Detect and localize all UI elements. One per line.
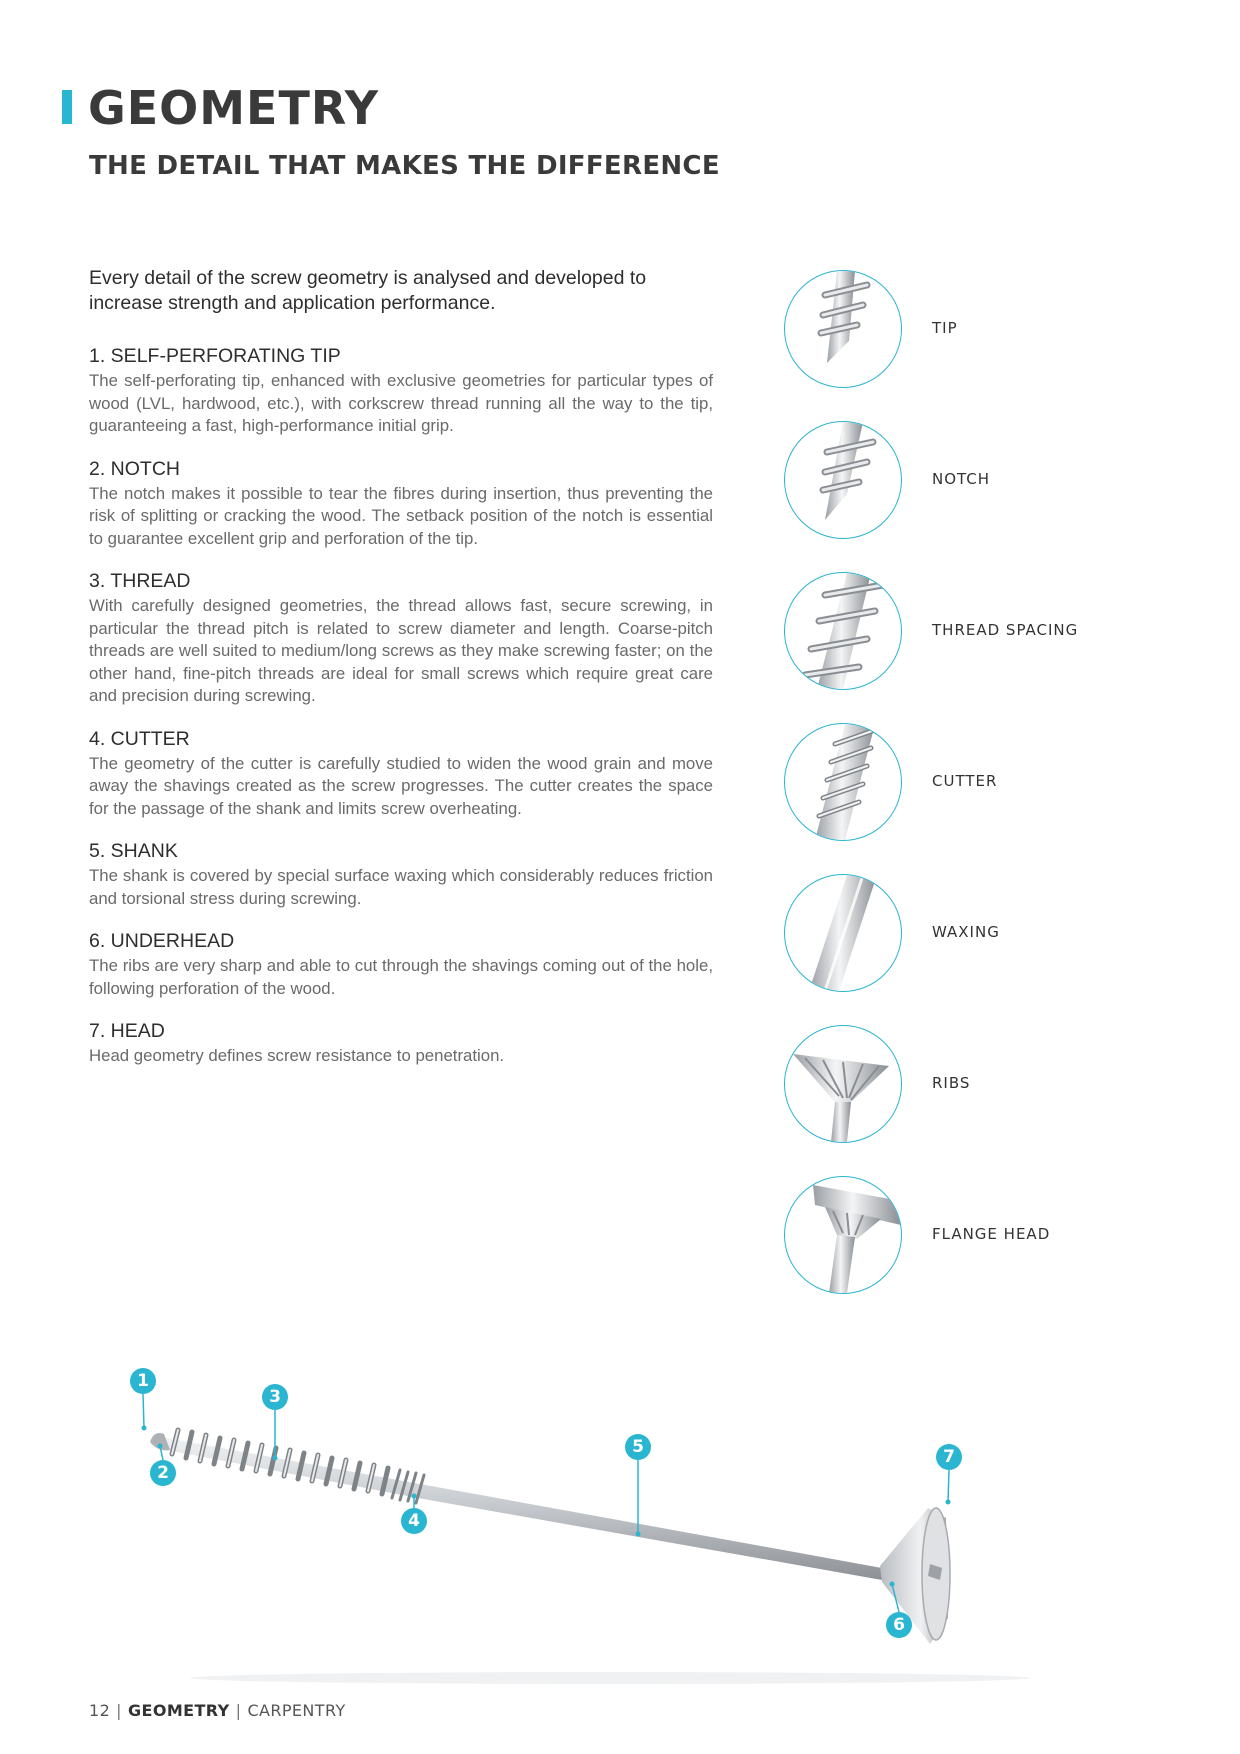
- page-number: 12: [89, 1701, 111, 1720]
- marker-2: 2: [150, 1460, 176, 1486]
- detail-tip: [784, 270, 1124, 392]
- marker-7: 7: [936, 1444, 962, 1470]
- detail-thread-spacing: [784, 572, 1124, 694]
- section-heading: 7. HEAD: [89, 1020, 165, 1042]
- page-footer: [89, 1701, 346, 1720]
- detail-label: TIP: [932, 319, 958, 337]
- flange-head-icon: [784, 1176, 902, 1294]
- detail-label: FLANGE HEAD: [932, 1225, 1051, 1243]
- screw-tip-icon: [784, 270, 902, 388]
- section-body: The shank is covered by special surface waxing which considerably reduces friction and torsional stress during screwing.: [89, 866, 713, 908]
- section-heading: 4. CUTTER: [89, 727, 190, 750]
- shank-waxing-icon: [784, 874, 902, 992]
- detail-notch: [784, 421, 1124, 543]
- detail-waxing: [784, 874, 1124, 996]
- section-body: The geometry of the cutter is carefully studied to widen the wood grain and move away the shavings created as the screw progresses. The cutter creates the space for the passage of the shank and limits screw overheating.: [89, 753, 713, 818]
- text-column: [89, 266, 713, 1087]
- detail-label: NOTCH: [932, 470, 991, 488]
- detail-label: WAXING: [932, 923, 1000, 941]
- screw-cutter-icon: [784, 723, 902, 841]
- marker-6: 6: [886, 1612, 912, 1638]
- section-underhead: [89, 929, 713, 1000]
- footer-separator: |: [235, 1701, 242, 1720]
- section-heading: 2. NOTCH: [89, 457, 181, 480]
- screw-illustration: [130, 1368, 1090, 1688]
- intro-paragraph: Every detail of the screw geometry is analysed and developed to increase strength and application performance.: [89, 267, 647, 314]
- screw-notch-icon: [784, 421, 902, 539]
- section-heading: 3. THREAD: [89, 570, 191, 592]
- marker-1: 1: [130, 1368, 156, 1394]
- footer-separator: |: [116, 1701, 122, 1720]
- section-head: [89, 1019, 713, 1068]
- page-subtitle: THE DETAIL THAT MAKES THE DIFFERENCE: [89, 151, 720, 181]
- marker-3: 3: [262, 1384, 288, 1410]
- page-title: GEOMETRY: [88, 81, 380, 135]
- section-thread: [89, 569, 713, 708]
- section-heading: 6. UNDERHEAD: [89, 930, 235, 952]
- detail-ribs: [784, 1025, 1124, 1147]
- section-cutter: [89, 727, 713, 821]
- thread-spacing-icon: [784, 572, 902, 690]
- footer-section: GEOMETRY: [127, 1701, 230, 1720]
- detail-label: CUTTER: [932, 772, 998, 790]
- section-self-perforating-tip: [89, 344, 713, 438]
- section-heading: 1. SELF-PERFORATING TIP: [89, 345, 341, 367]
- section-body: The self-perforating tip, enhanced with exclusive geometries for particular types of wood (LVL, hardwood, etc.), with corkscrew thread running all the way to the tip, guaranteeing a fast, high-performance initial grip.: [89, 371, 713, 435]
- section-heading: 5. SHANK: [89, 840, 178, 862]
- section-body: Head geometry defines screw resistance to penetration.: [89, 1046, 505, 1065]
- section-notch: [89, 457, 713, 551]
- underhead-ribs-icon: [784, 1025, 902, 1143]
- marker-5: 5: [625, 1434, 651, 1460]
- section-shank: [89, 839, 713, 910]
- detail-label: THREAD SPACING: [932, 621, 1079, 639]
- footer-category: CARPENTRY: [247, 1701, 346, 1720]
- marker-leader-lines: [130, 1368, 1090, 1688]
- detail-cutter: [784, 723, 1124, 845]
- marker-4: 4: [401, 1508, 427, 1534]
- title-accent-bar: [62, 90, 72, 124]
- section-body: With carefully designed geometries, the thread allows fast, secure screwing, in particular the thread pitch is related to screw diameter and length. Coarse-pitch threads are well suited to medium/long screws as they make screwing faster; on the other hand, fine-pitch threads are ideal for small screws which require great care and precision during screwing.: [89, 596, 713, 705]
- detail-label: RIBS: [932, 1074, 971, 1092]
- section-body: The ribs are very sharp and able to cut through the shavings coming out of the hole, following perforation of the wood.: [89, 956, 713, 998]
- section-body: The notch makes it possible to tear the fibres during insertion, thus preventing the risk of splitting or cracking the wood. The setback position of the notch is essential to guarantee excellent grip and perforation of the tip.: [89, 483, 713, 548]
- detail-flange-head: [784, 1176, 1124, 1298]
